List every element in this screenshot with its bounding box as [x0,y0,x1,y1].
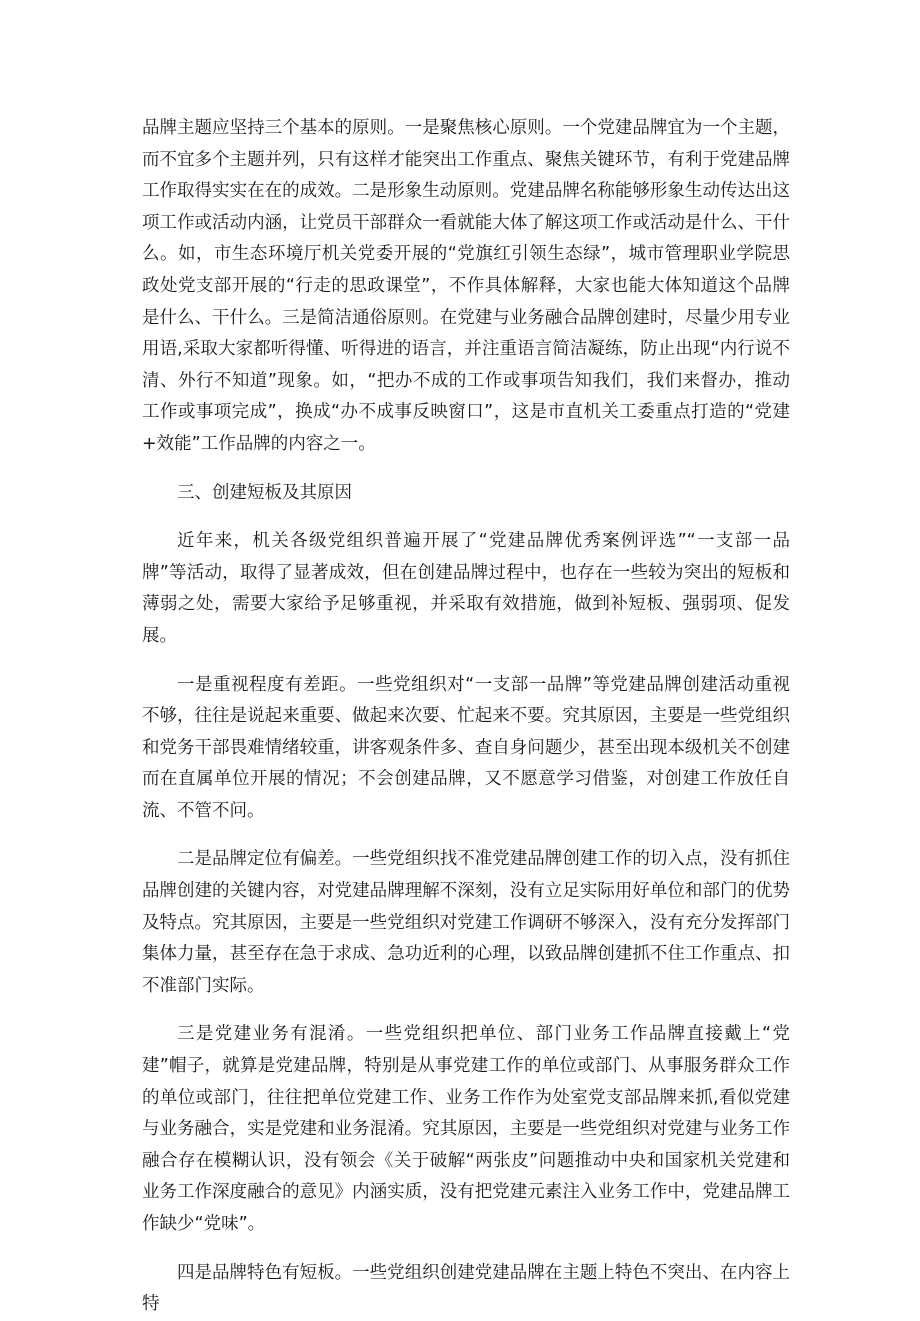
paragraph-point-2: 二是品牌定位有偏差。一些党组织找不准党建品牌创建工作的切入点，没有抓住品牌创建的关键内容，对党建品牌理解不深刻，没有立足实际用好单位和部门的优势及特点。究其原因，主要是一些党组织对党建工作调研不够深入，没有充分发挥部门集体力量，甚至存在急于求成、急功近利的心理，以致品牌创建抓不住工作重点、扣不准部门实际。 [142,849,790,996]
paragraph-intro: 近年来，机关各级党组织普遍开展了“党建品牌优秀案例评选”“一支部一品牌”等活动，取得了显著成效，但在创建品牌过程中，也存在一些较为突出的短板和薄弱之处，需要大家给予足够重视，并采取有效措施，做到补短板、强弱项、促发展。 [142,531,790,646]
document-body [142,113,790,1321]
section-heading-shortcomings: 三、创建短板及其原因 [177,482,352,503]
paragraph-point-1: 一是重视程度有差距。一些党组织对“一支部一品牌”等党建品牌创建活动重视不够，往往是说起来重要、做起来次要、忙起来不要。究其原因，主要是一些党组织和党务干部畏难情绪较重，讲客观条件多、查自身问题少，甚至出现本级机关不创建而在直属单位开展的情况；不会创建品牌，又不愿意学习借鉴，对创建工作放任自流、不管不问。 [142,674,790,821]
paragraph-point-4: 四是品牌特色有短板。一些党组织创建党建品牌在主题上特色不突出、在内容上特 [142,1262,790,1315]
paragraph-principles: 品牌主题应坚持三个基本的原则。一是聚焦核心原则。一个党建品牌宜为一个主题，而不宜多个主题并列，只有这样才能突出工作重点、聚焦关键环节，有利于党建品牌工作取得实实在在的成效。二是形象生动原则。党建品牌名称能够形象生动传达出这项工作或活动内涵，让党员干部群众一看就能大体了解这项工作或活动是什么、干什么。如，市生态环境厅机关党委开展的“党旗红引领生态绿”，城市管理职业学院思政处党支部开展的“行走的思政课堂”，不作具体解释，大家也能大体知道这个品牌是什么、干什么。三是简洁通俗原则。在党建与业务融合品牌创建时，尽量少用专业用语,采取大家都听得懂、听得进的语言，并注重语言简洁凝练，防止出现“内行说不清、外行不知道”现象。如，“把办不成的工作或事项告知我们，我们来督办，推动工作或事项完成”，换成“办不成事反映窗口”，这是市直机关工委重点打造的“党建+效能”工作品牌的内容之一。 [142,118,790,454]
paragraph-point-3: 三是党建业务有混淆。一些党组织把单位、部门业务工作品牌直接戴上“党建”帽子，就算是党建品牌，特别是从事党建工作的单位或部门、从事服务群众工作的单位或部门，往往把单位党建工作、业务工作作为处室党支部品牌来抓,看似党建与业务融合，实是党建和业务混淆。究其原因，主要是一些党组织对党建与业务工作融合存在模糊认识，没有领会《关于破解“两张皮”问题推动中央和国家机关党建和业务工作深度融合的意见》内涵实质，没有把党建元素注入业务工作中，党建品牌工作缺少“党味”。 [142,1024,790,1234]
